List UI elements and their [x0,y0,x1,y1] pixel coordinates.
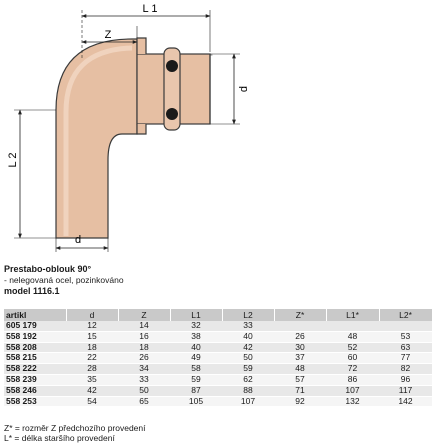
note-l-star: L* = délka staršího provedení [4,433,115,443]
cell: 82 [379,364,432,375]
label-d-bottom: d [74,234,82,246]
cell: 60 [326,353,379,364]
cell: 558 222 [4,364,66,375]
cell: 54 [66,396,118,407]
cell: 558 215 [4,353,66,364]
o-ring-bottom [166,108,178,120]
product-model: model 1116.1 [4,285,60,296]
product-title: Prestabo-oblouk 90° [4,264,92,274]
cell: 18 [118,342,170,353]
table-row [4,396,432,407]
o-ring-top [166,60,178,72]
cell: 59 [222,364,274,375]
cell: 42 [222,342,274,353]
cell: 558 253 [4,396,66,407]
cell: 65 [118,396,170,407]
cell: 16 [118,331,170,342]
cell: 40 [170,342,222,353]
cell [274,321,326,331]
cell: 88 [222,385,274,396]
cell: 50 [222,353,274,364]
cell: 48 [326,331,379,342]
cell: 92 [274,396,326,407]
label-z: Z [104,29,112,41]
table-row [4,385,432,396]
header-l2-star: L2* [379,309,432,321]
cell: 58 [170,364,222,375]
cell: 37 [274,353,326,364]
cell: 32 [170,321,222,331]
note-z-star: Z* = rozměr Z předchozího provedení [4,423,146,433]
cell: 96 [379,374,432,385]
cell: 22 [66,353,118,364]
cell: 63 [379,342,432,353]
cell: 26 [118,353,170,364]
cell: 142 [379,396,432,407]
cell: 35 [66,374,118,385]
label-l1: L 1 [142,3,158,15]
dimension-table [4,309,433,407]
product-caption [4,264,432,297]
cell: 34 [118,364,170,375]
cell: 48 [274,364,326,375]
table-header [4,309,432,321]
table-row [4,353,432,364]
cell: 57 [274,374,326,385]
cell: 72 [326,364,379,375]
footnotes [4,423,146,443]
cell: 59 [170,374,222,385]
header-l2: L2 [222,309,274,321]
table-row [4,342,432,353]
header-artikl: artikl [4,309,66,321]
cell: 558 239 [4,374,66,385]
cell: 12 [66,321,118,331]
cell: 87 [170,385,222,396]
cell: 558 246 [4,385,66,396]
cell: 105 [170,396,222,407]
cell: 26 [274,331,326,342]
cell: 71 [274,385,326,396]
table-row [4,374,432,385]
cell: 50 [118,385,170,396]
cell: 558 208 [4,342,66,353]
label-d-side: d [238,85,250,93]
cell: 107 [222,396,274,407]
cell: 40 [222,331,274,342]
table-row [4,321,432,331]
cell: 107 [326,385,379,396]
cell: 605 179 [4,321,66,331]
header-l1-star: L1* [326,309,379,321]
cell: 77 [379,353,432,364]
table-row [4,364,432,375]
header-l1: L1 [170,309,222,321]
cell: 28 [66,364,118,375]
cell: 86 [326,374,379,385]
cell [326,321,379,331]
header-d: d [66,309,118,321]
cell: 42 [66,385,118,396]
cell: 15 [66,331,118,342]
cell: 30 [274,342,326,353]
cell [379,321,432,331]
cell: 14 [118,321,170,331]
header-z: Z [118,309,170,321]
label-l2: L 2 [7,152,19,168]
cell: 53 [379,331,432,342]
cell: 62 [222,374,274,385]
product-material: - nelegovaná ocel, pozinkováno [4,275,124,285]
cell: 33 [222,321,274,331]
cell: 132 [326,396,379,407]
table-row [4,331,432,342]
cell: 18 [66,342,118,353]
cell: 38 [170,331,222,342]
cell: 33 [118,374,170,385]
cell: 117 [379,385,432,396]
cell: 49 [170,353,222,364]
cell: 558 192 [4,331,66,342]
header-z-star: Z* [274,309,326,321]
cell: 52 [326,342,379,353]
